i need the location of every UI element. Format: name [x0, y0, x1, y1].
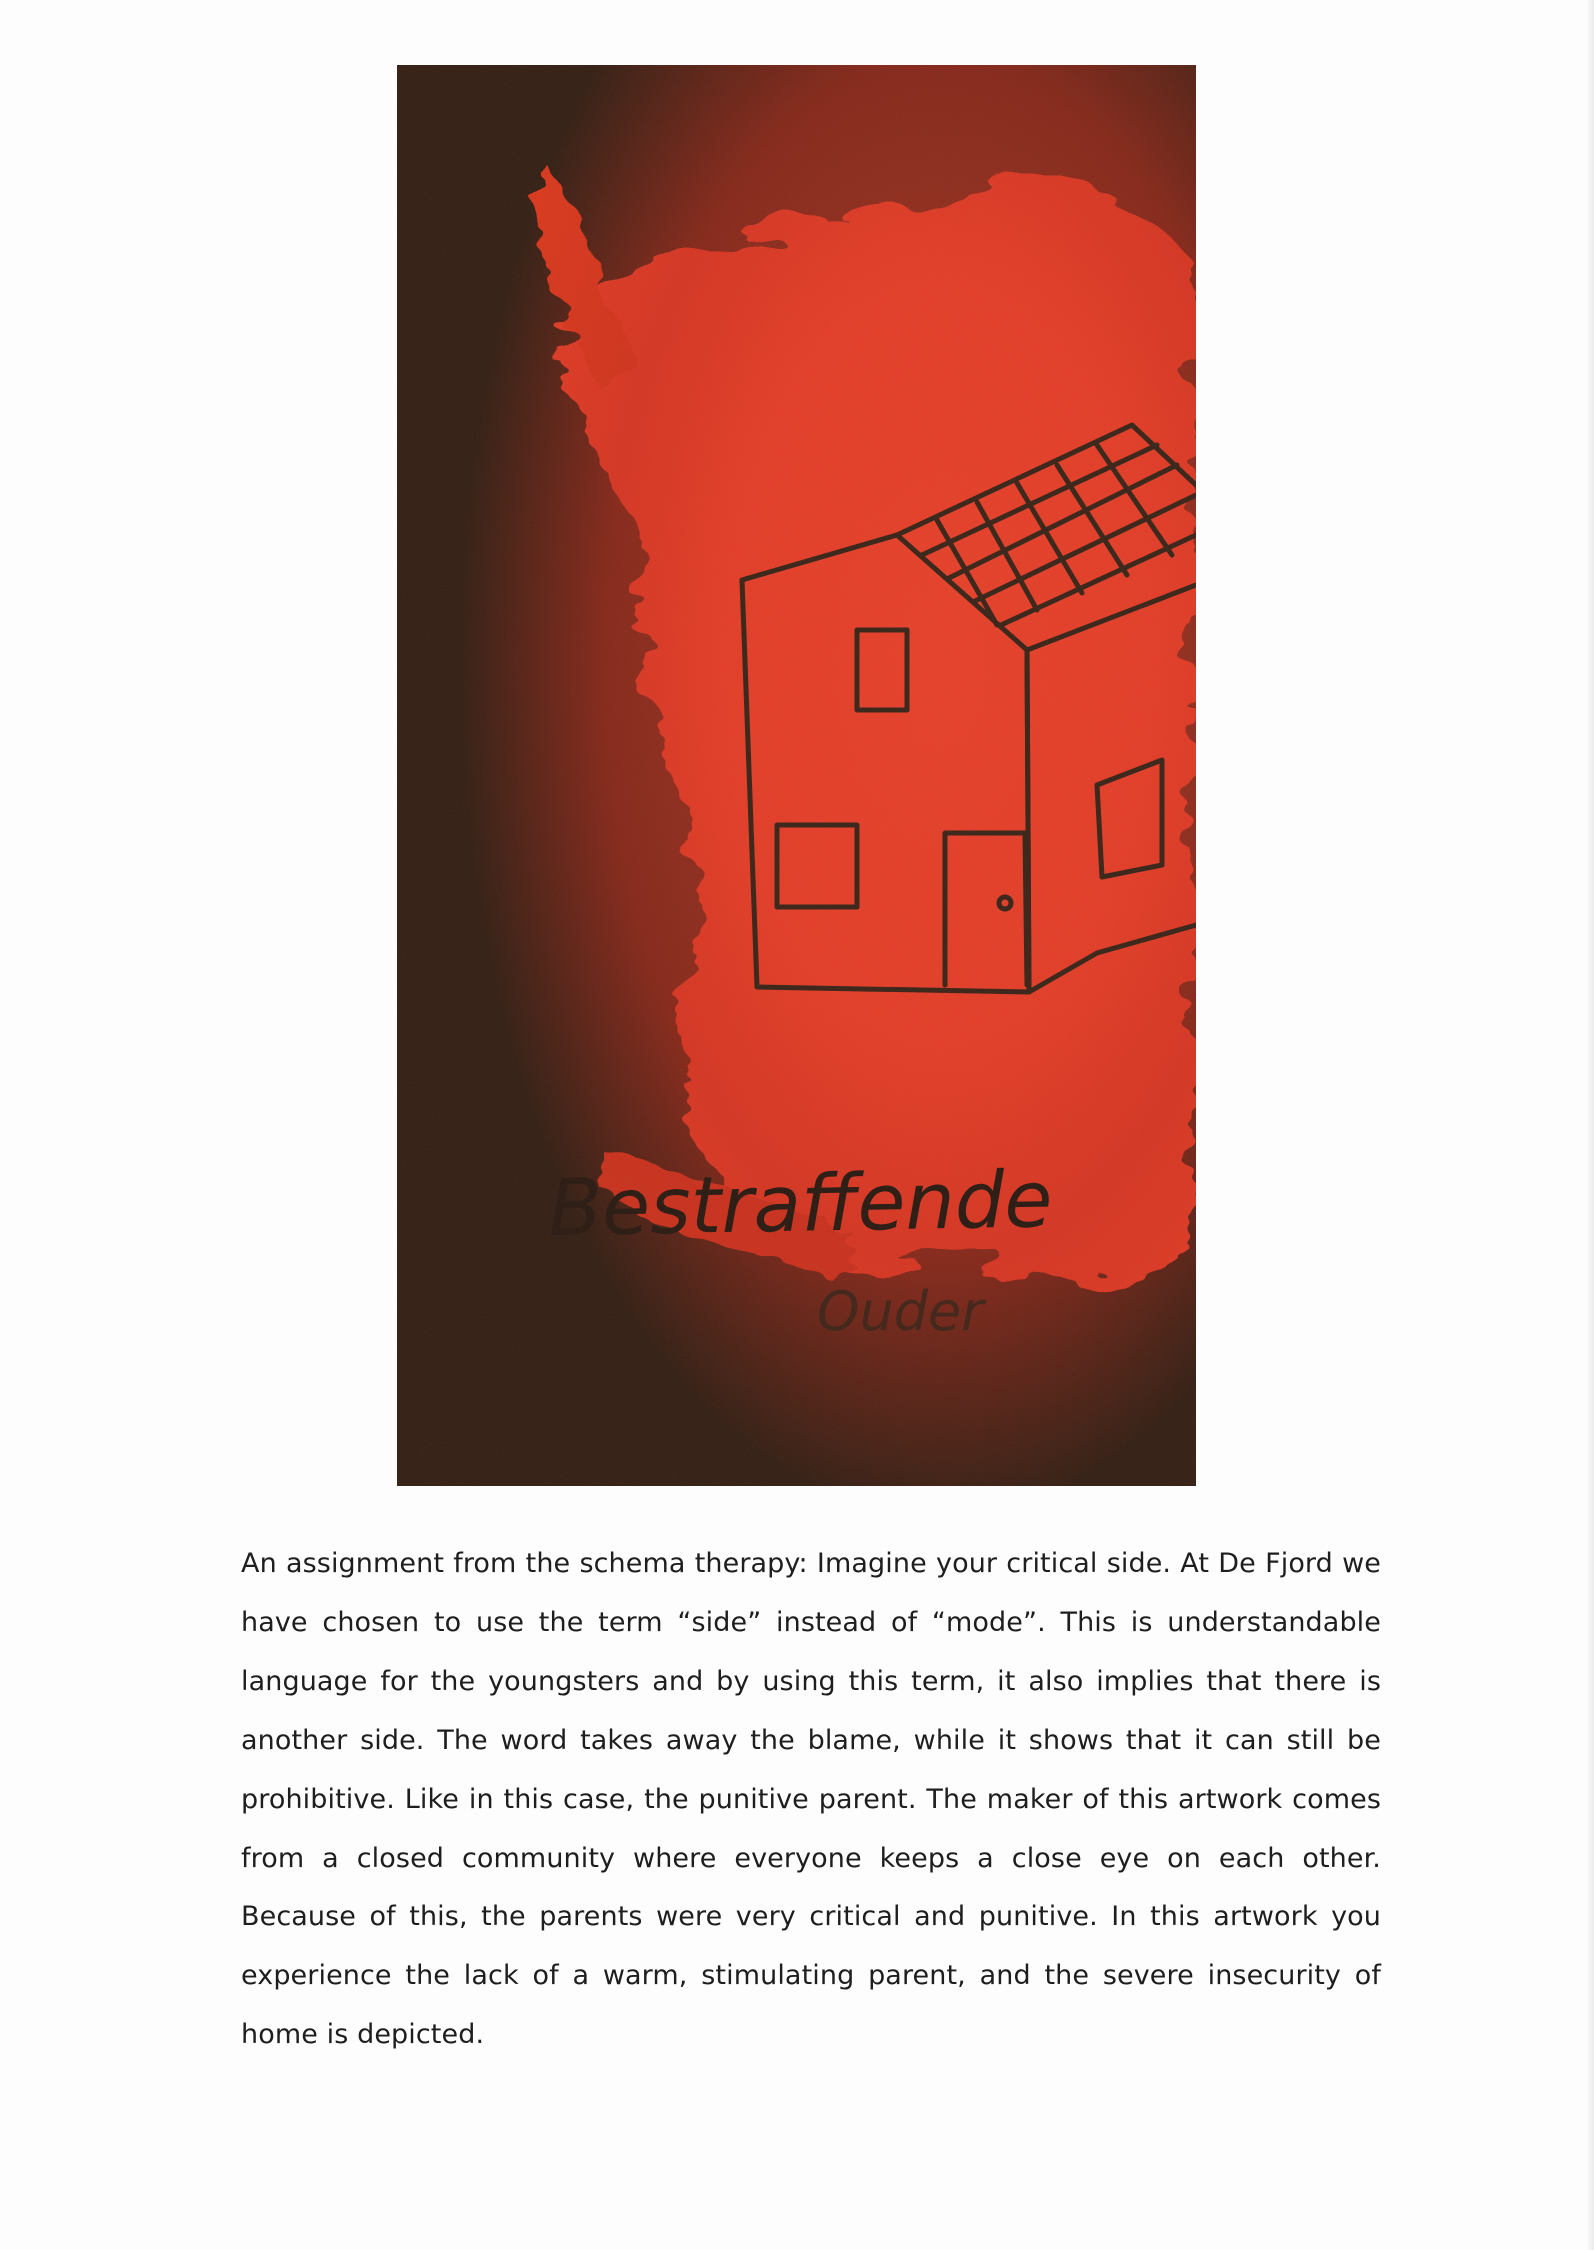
- body-paragraph: An assignment from the schema therapy: Imagine your critical side. At De Fjord we have chosen to use the term “side” instead of “mode”. This is understandable language for the youngsters and by using this term, it also implies that there is another side. The word takes away the blame, while it shows that it can still be prohibitive. Like in this case, the punitive parent. The maker of this artwork comes from a closed community where everyone keeps a close eye on each other. Because of this, the parents were very critical and punitive. In this artwork you experience the lack of a warm, stimulating parent, and the severe insecurity of home is depicted.: [241, 1548, 1381, 2051]
- artwork-painting: [397, 65, 1196, 1486]
- page-edge-shadow: [1588, 0, 1594, 2250]
